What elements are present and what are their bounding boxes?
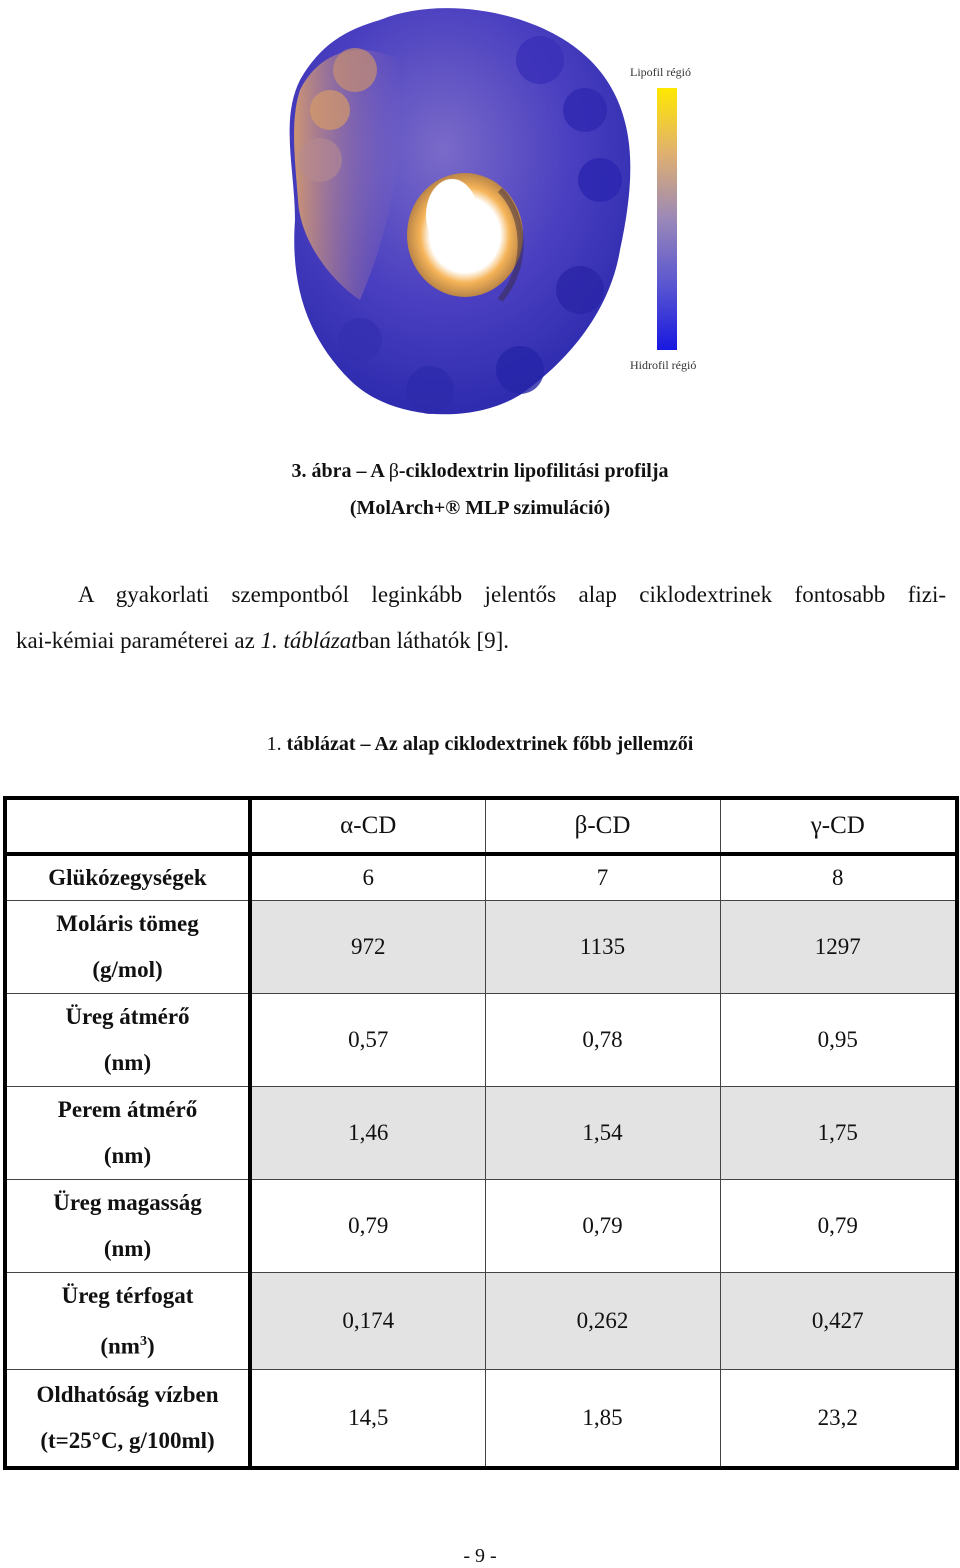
table-cell: 1,54 <box>485 1086 720 1179</box>
legend-bottom-label: Hidrofil régió <box>630 358 697 372</box>
table-cell: 972 <box>250 900 485 993</box>
row-label: Glükózegységek <box>5 854 250 900</box>
table-cell: 0,79 <box>720 1179 957 1272</box>
table-cell: 6 <box>250 854 485 900</box>
body-paragraph-line2: kai-kémiai paraméterei az 1. táblázatban láthatók [9]. <box>16 628 510 653</box>
table-cell: 0,262 <box>485 1272 720 1370</box>
empty-corner-cell <box>5 798 250 854</box>
table-cell: 0,78 <box>485 993 720 1086</box>
table-cell: 0,427 <box>720 1272 957 1370</box>
beta-symbol: β <box>388 460 399 482</box>
molecule-figure <box>240 0 720 445</box>
table-row <box>5 900 957 993</box>
row-label: Üreg átmérő (nm) <box>5 993 250 1086</box>
table-header-row <box>5 798 957 854</box>
row-label: Perem átmérő (nm) <box>5 1086 250 1179</box>
column-header-gamma-cd: γ-CD <box>720 798 957 854</box>
legend-top-label: Lipofil régió <box>630 65 691 79</box>
page-number: - 9 - <box>463 1545 497 1567</box>
molecule-body <box>290 8 631 414</box>
table-cell: 0,79 <box>250 1179 485 1272</box>
table-cell: 1,85 <box>485 1370 720 1468</box>
table-row <box>5 993 957 1086</box>
table-row <box>5 1086 957 1179</box>
table-cell: 8 <box>720 854 957 900</box>
column-header-alpha-cd: α-CD <box>250 798 485 854</box>
table-row <box>5 1179 957 1272</box>
table-cell: 1,46 <box>250 1086 485 1179</box>
figure-caption-line2: (MolArch+® MLP szimuláció) <box>349 497 611 519</box>
table-row <box>5 1272 957 1370</box>
table-row <box>5 1370 957 1468</box>
column-header-beta-cd: β-CD <box>485 798 720 854</box>
row-label: Üreg magasság (nm) <box>5 1179 250 1272</box>
cyclodextrin-properties-table <box>3 796 959 1470</box>
row-label: Oldhatóság vízben (t=25°C, g/100ml) <box>5 1370 250 1468</box>
cyclodextrin-surface-image <box>240 0 720 445</box>
table-cell: 0,57 <box>250 993 485 1086</box>
table-caption: 1. táblázat – Az alap ciklodextrinek főbb jellemzői <box>266 733 694 755</box>
table-reference: 1. táblázat <box>260 628 358 653</box>
table-cell: 23,2 <box>720 1370 957 1468</box>
table-cell: 0,79 <box>485 1179 720 1272</box>
table-cell: 1,75 <box>720 1086 957 1179</box>
table-cell: 7 <box>485 854 720 900</box>
body-paragraph-line1: A gyakorlati szempontból leginkább jelentős alap ciklodextrinek fontosabb fizi- <box>78 582 946 607</box>
color-scale-bar <box>657 88 677 350</box>
table-cell: 14,5 <box>250 1370 485 1468</box>
table-cell: 1297 <box>720 900 957 993</box>
table-row <box>5 854 957 900</box>
row-label: Moláris tömeg (g/mol) <box>5 900 250 993</box>
table-cell: 0,174 <box>250 1272 485 1370</box>
figure-caption-line1: 3. ábra – A β-ciklodextrin lipofilitási profilja <box>291 460 669 482</box>
row-label: Üreg térfogat $(nm^3)$ <box>5 1272 250 1370</box>
table-cell: 1135 <box>485 900 720 993</box>
table-cell: 0,95 <box>720 993 957 1086</box>
